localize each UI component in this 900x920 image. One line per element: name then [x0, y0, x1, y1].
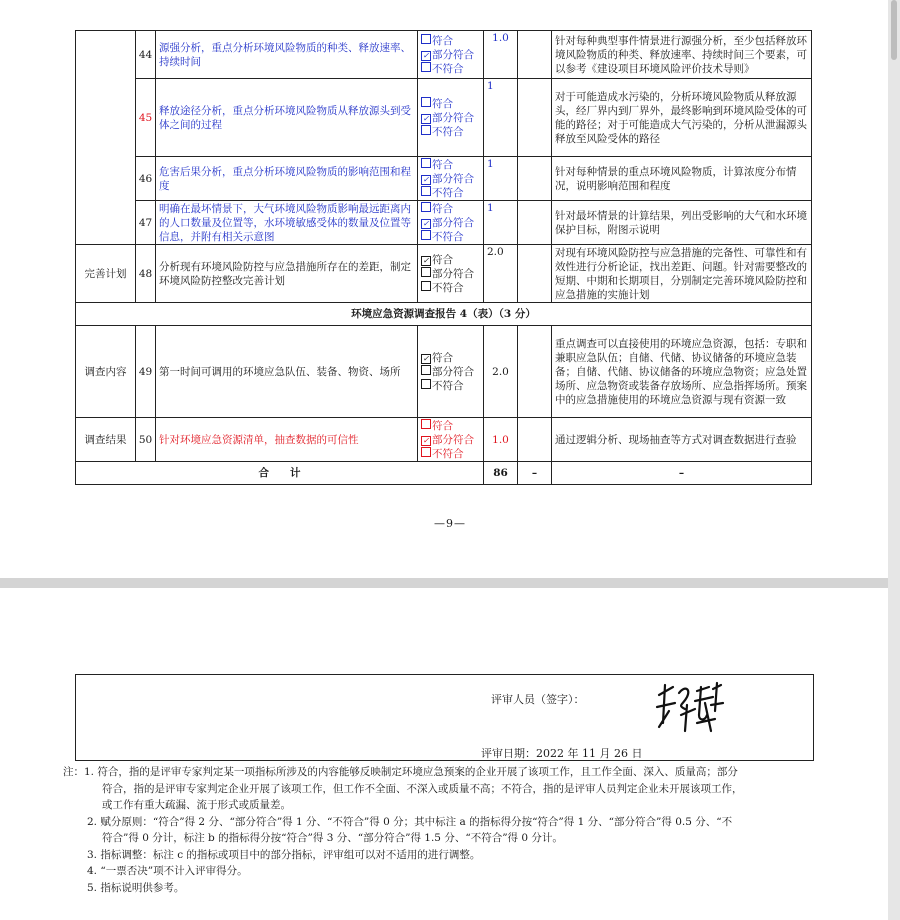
check-options[interactable]: 符合 ✓ 部分符合 不符合 [418, 418, 484, 462]
checkbox-icon[interactable] [421, 186, 431, 196]
note-line: 4. “一票否决”项不计入评审得分。 [87, 865, 248, 877]
note-cell: 通过逻辑分析、现场抽查等方式对调查数据进行查验 [552, 418, 812, 462]
category-cell: 调查结果 [76, 418, 136, 462]
item-number: 46 [136, 157, 156, 201]
item-text: 针对环境应急资源清单，抽查数据的可信性 [156, 418, 418, 462]
note-line: 2. 赋分原则：“符合”得 2 分、“部分符合”得 1 分、“不符合”得 0 分；其中标注 a 的指标得分按“符合”得 1 分、“部分符合”得 0.5 分、“不 [87, 815, 733, 828]
checkbox-icon[interactable] [421, 125, 431, 135]
score-cell: 1 [484, 79, 518, 157]
table-row [76, 79, 812, 157]
item-number: 44 [136, 31, 156, 79]
section-row [76, 303, 812, 326]
checkbox-checked-icon[interactable]: ✓ [422, 353, 430, 363]
checkbox-checked-icon[interactable]: ✓ [422, 174, 430, 184]
category-cell: 调查内容 [76, 326, 136, 418]
check-options[interactable]: 符合 ✓ 部分符合 不符合 [418, 157, 484, 201]
checkbox-icon[interactable] [421, 281, 431, 291]
checkbox-icon[interactable] [421, 267, 431, 277]
note-line: 符合”得 0 分计，标注 b 的指标得分按“符合”得 3 分、“部分符合”得 1.5 分、“不符合”得 0 分计。 [102, 832, 563, 844]
total-note: – [552, 462, 812, 485]
note-cell: 对于可能造成水污染的，分析环境风险物质从释放源头，经厂界内到厂界外，最终影响到环境风险受体的可能的路径；对于可能造成大气污染的，分析从泄漏源头释放至风险受体的路径 [552, 79, 812, 157]
checkbox-icon[interactable] [421, 34, 431, 44]
check-options[interactable]: 符合 ✓ 部分符合 不符合 [418, 201, 484, 245]
note-line: 符合，指的是评审专家判定企业开展了该项工作，但工作不全面、不深入或质量不高；不符合，指的是评审人员判定企业未开展该项工作， [102, 782, 743, 795]
item-text: 第一时间可调用的环境应急队伍、装备、物资、场所 [156, 326, 418, 418]
blank-cell [518, 31, 552, 79]
note-line: 注：1. 符合，指的是评审专家判定某一项指标所涉及的内容能够反映制定环境应急预案的企业开展了该项工作，且工作全面、深入、质量高；部分 [63, 766, 738, 778]
item-text: 分析现有环境风险防控与应急措施所存在的差距，制定环境风险防控整改完善计划 [156, 245, 418, 303]
item-number: 50 [136, 418, 156, 462]
review-date: 评审日期：2022 年 11 月 26 日 [481, 747, 643, 760]
blank-cell [518, 201, 552, 245]
item-text: 危害后果分析，重点分析环境风险物质的影响范围和程度 [156, 157, 418, 201]
table-row [76, 418, 812, 462]
checkbox-icon[interactable] [421, 419, 431, 429]
score-cell: 1 [484, 201, 518, 245]
note-cell: 针对每种情景的重点环境风险物质，计算浓度分布情况，说明影响范围和程度 [552, 157, 812, 201]
handwritten-signature [651, 675, 731, 743]
check-options[interactable]: ✓ 符合 部分符合 不符合 [418, 326, 484, 418]
item-text: 源强分析，重点分析环境风险物质的种类、释放速率、持续时间 [156, 31, 418, 79]
score-cell: 2.0 [484, 245, 518, 303]
total-label: 合 计 [76, 462, 484, 485]
blank-cell [518, 326, 552, 418]
checkbox-checked-icon[interactable]: ✓ [422, 218, 430, 228]
checkbox-icon[interactable] [421, 97, 431, 107]
scrollbar-thumb[interactable] [891, 0, 897, 60]
page-gap [0, 578, 900, 588]
note-line: 5. 指标说明供参考。 [87, 881, 185, 894]
table-row [76, 31, 812, 79]
checkbox-checked-icon[interactable]: ✓ [422, 113, 430, 123]
score-cell: 1.0 [484, 418, 518, 462]
note-cell: 针对每种典型事件情景进行源强分析，至少包括释放环境风险物质的种类、释放速率、持续时间三个要素，可以参考《建设项目环境风险评价技术导则》 [552, 31, 812, 79]
checkbox-icon[interactable] [421, 365, 431, 375]
item-number: 48 [136, 245, 156, 303]
document-page-10 [0, 588, 900, 920]
total-blank: – [518, 462, 552, 485]
item-text: 明确在最坏情景下，大气环境风险物质影响最远距离内的人口数量及位置等，水环境敏感受体的数量及位置等信息，并附有相关示意图 [156, 201, 418, 245]
checkbox-icon[interactable] [421, 447, 431, 457]
score-cell: 1.0 [484, 31, 518, 79]
notes-section [63, 764, 803, 896]
item-number: 49 [136, 326, 156, 418]
note-line: 3. 指标调整：标注 c 的指标或项目中的部分指标，评审组可以对不适用的进行调整。 [87, 848, 481, 861]
category-cell: 完善计划 [76, 245, 136, 303]
check-options[interactable]: 符合 ✓ 部分符合 不符合 [418, 79, 484, 157]
score-cell: 1 [484, 157, 518, 201]
reviewer-label: 评审人员（签字）： [491, 693, 585, 706]
note-cell: 针对最坏情景的计算结果，列出受影响的大气和水环境保护目标，附图示说明 [552, 201, 812, 245]
review-table [75, 30, 812, 485]
check-options[interactable]: ✓ 符合 部分符合 不符合 [418, 245, 484, 303]
total-score: 86 [484, 462, 518, 485]
table-row [76, 201, 812, 245]
checkbox-checked-icon[interactable]: ✓ [422, 255, 430, 265]
table-row [76, 326, 812, 418]
checkbox-checked-icon[interactable]: ✓ [422, 435, 430, 445]
blank-cell [518, 79, 552, 157]
item-text: 释放途径分析，重点分析环境风险物质从释放源头到受体之间的过程 [156, 79, 418, 157]
total-row [76, 462, 812, 485]
score-cell: 2.0 [484, 326, 518, 418]
page-number: —9— [434, 517, 466, 530]
checkbox-icon[interactable] [421, 158, 431, 168]
vertical-scrollbar[interactable] [888, 0, 900, 920]
category-cell [76, 31, 136, 245]
section-title: 环境应急资源调查报告 4（表）（3 分） [76, 303, 812, 326]
check-options[interactable]: 符合 ✓ 部分符合 不符合 [418, 31, 484, 79]
note-line: 或工作有重大疏漏、流于形式或质量差。 [102, 799, 291, 811]
checkbox-icon[interactable] [421, 62, 431, 72]
table-row [76, 245, 812, 303]
note-cell: 重点调查可以直接使用的环境应急资源，包括：专职和兼职应急队伍；自储、代储、协议储备的环境应急装备；自储、代储、协议储备的环境应急物资；应急处置场所、应急物资或装备存放场所、应急指挥场所。预案中的应急措施使用的环境应急资源与现有资源一致 [552, 326, 812, 418]
checkbox-icon[interactable] [421, 379, 431, 389]
blank-cell [518, 245, 552, 303]
checkbox-icon[interactable] [421, 202, 431, 212]
item-number: 45 [136, 79, 156, 157]
blank-cell [518, 157, 552, 201]
table-row [76, 157, 812, 201]
item-number: 47 [136, 201, 156, 245]
checkbox-icon[interactable] [421, 230, 431, 240]
note-cell: 对现有环境风险防控与应急措施的完备性、可靠性和有效性进行分析论证，找出差距、问题。针对需要整改的短期、中期和长期项目，分别制定完善环境风险防控和应急措施的实施计划 [552, 245, 812, 303]
signature-box [75, 674, 814, 761]
checkbox-checked-icon[interactable]: ✓ [422, 50, 430, 60]
blank-cell [518, 418, 552, 462]
